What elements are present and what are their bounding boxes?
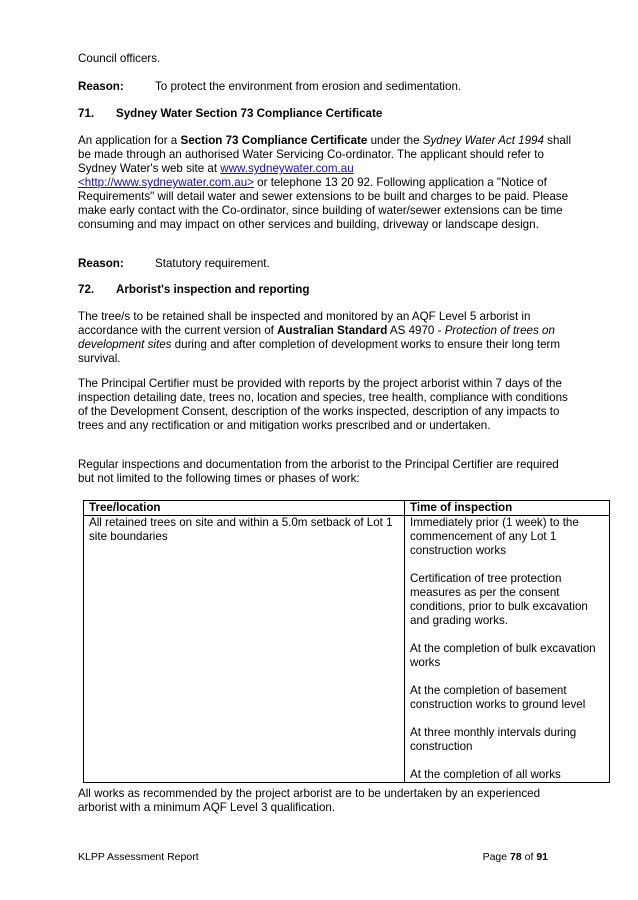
inspection-table — [83, 500, 610, 783]
section-title: Sydney Water Section 73 Compliance Certificate — [116, 107, 383, 120]
reason-text: Statutory requirement. — [155, 257, 270, 270]
reason-label: Reason: — [78, 80, 124, 93]
section-heading-71 — [78, 107, 578, 121]
table-header-tree-location: Tree/location — [84, 501, 405, 516]
table-header-time: Time of inspection — [405, 501, 610, 516]
arborist-paragraph-2: The Principal Certifier must be provided with reports by the project arborist within 7 days of the inspection detailing date, trees no, location and species, tree health, compliance with conditions of the Development Consent, description of the works inspected, description of any impacts to trees and any rectification or and mitigation works prescribed and or undertaken. — [78, 377, 568, 432]
inspection-time: Certification of tree protection measures as per the consent conditions, prior to bulk excavation and grading works. — [410, 572, 588, 627]
standard-title: Protection of trees on development sites — [78, 324, 555, 351]
footer-report-name: KLPP Assessment Report — [78, 851, 199, 863]
inspection-time: At the completion of bulk excavation works — [410, 642, 596, 669]
section-73-paragraph: An application for a Section 73 Compliance Certificate under the Sydney Water Act 1994 shall be made through an authorised Water Servicing Co-ordinator. The applicant should refer to Sydney Water's web site at www.sydneywater.com.au <http://www.sydneywater.com.au> or telephone 13 20 92. Following application a "Notice of Requirements" will detail water and sewer extensions to be built and charges to be paid. Please make early contact with the Co-ordinator, since building of water/sewer extensions can be time consuming and may impact on other services and building, driveway or landscape design. — [78, 134, 572, 231]
inspection-time: At the completion of basement construction works to ground level — [410, 684, 586, 711]
table-cell-times — [405, 516, 610, 783]
bold-term: Section 73 Compliance Certificate — [180, 134, 368, 147]
closing-paragraph: All works as recommended by the project arborist are to be undertaken by an experienced arborist with a minimum AQF Level 3 qualification. — [78, 787, 541, 814]
page-footer — [78, 850, 548, 864]
continuation-text: Council officers. — [78, 52, 161, 65]
arborist-paragraph-1: The tree/s to be retained shall be inspected and monitored by an AQF Level 5 arborist in accordance with the current version of Australian Standard AS 4970 - Protection of trees on development sites during and after completion of development works to ensure their long term survival. — [78, 310, 561, 365]
section-number: 72. — [78, 283, 95, 296]
table-row — [84, 516, 610, 783]
sydney-water-link[interactable]: www.sydneywater.com.au — [220, 162, 354, 175]
section-number: 71. — [78, 107, 95, 120]
inspection-time: At the completion of all works — [410, 768, 561, 781]
reason-label: Reason: — [78, 257, 124, 270]
footer-page-number: Page 78 of 91 — [482, 851, 548, 863]
standard-label: Australian Standard — [277, 324, 388, 337]
reason-row — [78, 80, 578, 94]
section-title: Arborist's inspection and reporting — [116, 283, 310, 296]
inspection-time: At three monthly intervals during construction — [410, 726, 577, 753]
table-header-row — [84, 501, 610, 516]
reason-text: To protect the environment from erosion and sedimentation. — [155, 80, 462, 93]
sydney-water-url-link[interactable]: <http://www.sydneywater.com.au> — [78, 176, 254, 189]
reason-row — [78, 257, 578, 271]
section-heading-72 — [78, 283, 578, 297]
act-name: Sydney Water Act 1994 — [422, 134, 544, 147]
table-cell-location: All retained trees on site and within a 5.0m setback of Lot 1 site boundaries — [84, 516, 405, 783]
inspection-time: Immediately prior (1 week) to the commencement of any Lot 1 construction works — [410, 516, 579, 557]
arborist-paragraph-3: Regular inspections and documentation from the arborist to the Principal Certifier are required but not limited to the following times or phases of work: — [78, 458, 559, 485]
